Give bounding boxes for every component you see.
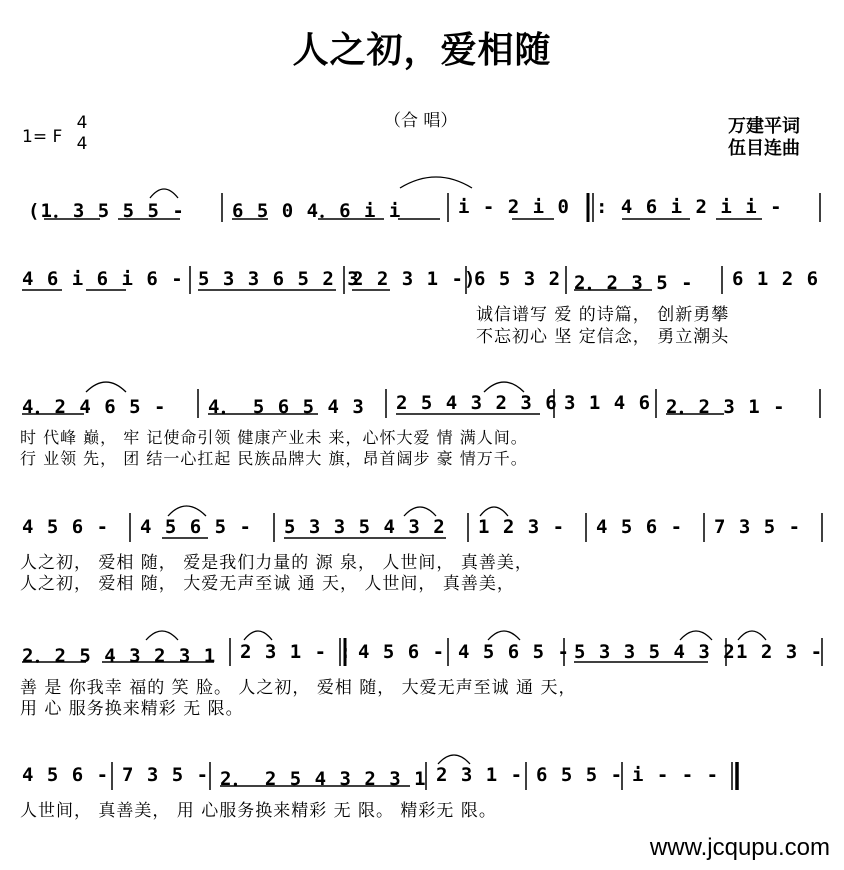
lyric-line-2: 人之初， 爱相 随， 大爱无声至诚 通 天， 人世间， 真善美， (20, 574, 515, 594)
slur (146, 631, 178, 640)
measure: 6 5 3 2 (474, 268, 562, 290)
measure: 1 2 3 - (736, 641, 824, 663)
slur (438, 755, 470, 764)
measure: 4 5 6 - (358, 641, 446, 663)
measure: (1．3 5 5 5 - (28, 200, 185, 222)
measure: 2 3 1 - : (240, 641, 352, 663)
slur (738, 631, 766, 640)
measure: 4 5 6 - (22, 764, 110, 786)
lyric-line-1: 人之初， 爱相 随， 爱是我们力量的 源 泉， 人世间， 真善美， (20, 553, 533, 573)
slur (400, 177, 472, 188)
song-title: 人之初，爱相随 (292, 29, 552, 71)
measure: 4 5 6 - (22, 516, 110, 538)
measure: 1 2 3 - (478, 516, 566, 538)
lyric-line-1: 人世间， 真善美， 用 心服务换来精彩 无 限。 精彩无 限。 (20, 801, 497, 821)
measure: 6 5 0 4．6 i i (232, 200, 402, 222)
slur (150, 189, 178, 198)
slur (480, 507, 508, 516)
measure: i - 2 i 0 (458, 196, 570, 218)
measure: 4 6 i 6 i 6 - (22, 268, 184, 290)
measure: 6 1 2 6 (732, 268, 820, 290)
slur (680, 631, 712, 640)
measure: 7 3 5 - (714, 516, 802, 538)
slur (484, 382, 524, 392)
time-signature-top: 4 (76, 113, 88, 133)
measure: 2．2 3 1 - (666, 396, 786, 418)
measure: 5 3 3 5 4 3 2 (574, 641, 736, 663)
slur (86, 382, 126, 392)
watermark: www.jcqupu.com (649, 834, 830, 861)
measure: 5 3 3 5 4 3 2 (284, 516, 446, 538)
measure: 4．2 4 6 5 - (22, 396, 167, 418)
slur (168, 506, 206, 516)
measure: 2 2 3 1 -) (352, 268, 477, 290)
lyricist-credit: 万建平词 (728, 116, 800, 137)
measure: 3 1 4 6 (564, 392, 652, 414)
lyric-line-2: 不忘初心 坚 定信念， 勇立潮头 (476, 327, 730, 347)
key-signature: 1= F (22, 127, 63, 147)
lyric-line-2: 用 心 服务换来精彩 无 限。 (20, 699, 244, 719)
measure: 2． 2 5 4 3 2 3 1 (220, 768, 427, 790)
lyric-line-2: 行 业领 先， 团 结一心扛起 民族品牌大 旗，昂首阔步 豪 情万千。 (20, 449, 528, 468)
composer-credit: 伍目连曲 (728, 138, 800, 159)
measure: 2．2 3 5 - (574, 272, 694, 294)
measure: 4． 5 6 5 4 3 (208, 396, 365, 418)
measure: 2 5 4 3 2 3 6 (396, 392, 558, 414)
slur (488, 631, 520, 640)
measure: i - - - (632, 764, 720, 786)
measure: 6 5 5 - (536, 764, 624, 786)
slur (404, 507, 436, 516)
lyric-line-1: 诚信谱写 爱 的诗篇， 创新勇攀 (476, 305, 730, 325)
measure: 4 5 6 5 - (458, 641, 570, 663)
lyric-line-1: 善 是 你我幸 福的 笑 脸。 人之初， 爱相 随， 大爱无声至诚 通 天， (20, 678, 577, 698)
performance-style: （合 唱） (384, 111, 458, 131)
time-signature-bottom: 4 (76, 134, 88, 154)
measure: 2 3 1 - (436, 764, 524, 786)
measure: 2．2 5 4 3 2 3 1 (22, 645, 217, 667)
measure: 7 3 5 - (122, 764, 210, 786)
measure: 4 5 6 5 - (140, 516, 252, 538)
measure: 5 3 3 6 5 2 3 (198, 268, 360, 290)
measure: 4 5 6 - (596, 516, 684, 538)
measure: : 4 6 i 2 i i - (596, 196, 783, 218)
slur (244, 631, 272, 640)
lyric-line-1: 时 代峰 巅， 牢 记使命引领 健康产业未 来，心怀大爱 情 满人间。 (20, 428, 528, 447)
